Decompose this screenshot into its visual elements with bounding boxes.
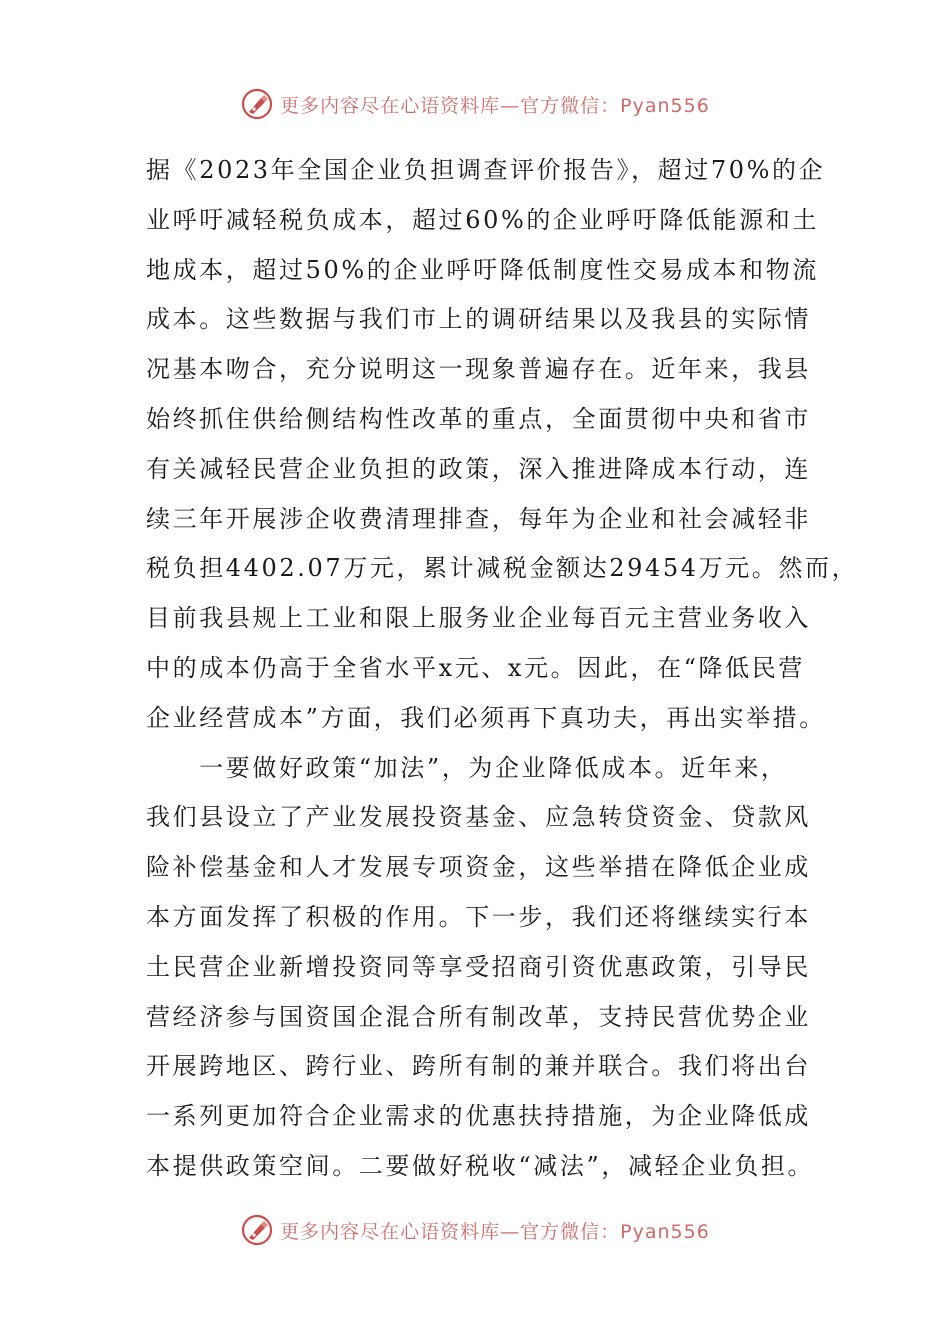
- banner-wechat-id: Pyan556: [620, 94, 710, 117]
- footer-banner: [0, 1210, 950, 1250]
- text-line: 营经济参与国资国企混合所有制改革，支持民营优势企业: [146, 1002, 811, 1031]
- text-line: 企业经营成本”方面，我们必须再下真功夫，再出实举措。: [146, 703, 826, 732]
- banner-wechat-id: Pyan556: [620, 1220, 710, 1243]
- text-line: 中的成本仍高于全省水平x元、x元。因此，在“降低民营: [146, 653, 805, 682]
- text-line: 一要做好政策“加法”，为企业降低成本。近年来，: [146, 753, 788, 782]
- text-line: 续三年开展涉企收费清理排查，每年为企业和社会减轻非: [146, 504, 811, 533]
- banner-promo-text: 更多内容尽在心语资料库—官方微信：: [280, 94, 621, 117]
- text-line: 目前我县规上工业和限上服务业企业每百元主营业务收入: [146, 604, 811, 633]
- text-line: 地成本，超过50%的企业呼吁降低制度性交易成本和物流: [146, 255, 819, 284]
- text-line: 况基本吻合，充分说明这一现象普遍存在。近年来，我县: [146, 355, 811, 384]
- text-line: 成本。这些数据与我们市上的调研结果以及我县的实际情: [146, 305, 811, 334]
- banner-text: [280, 91, 710, 118]
- banner-text: [280, 1217, 710, 1244]
- text-line: 开展跨地区、跨行业、跨所有制的兼并联合。我们将出台: [146, 1052, 811, 1081]
- text-line: 据《2023年全国企业负担调查评价报告》，超过70%的企: [146, 156, 826, 184]
- header-banner: [0, 84, 950, 124]
- text-line: 税负担4402.07万元，累计减税金额达29454万元。然而，: [146, 554, 859, 583]
- text-line: 我们县设立了产业发展投资基金、应急转贷资金、贷款风: [146, 803, 811, 832]
- text-line: 有关减轻民营企业负担的政策，深入推进降成本行动，连: [146, 454, 811, 483]
- text-line: 本提供政策空间。二要做好税收“减法”，减轻企业负担。: [146, 1151, 815, 1180]
- pen-nib-logo-icon: [240, 1213, 274, 1247]
- text-line: 一系列更加符合企业需求的优惠扶持措施，为企业降低成: [146, 1102, 811, 1131]
- text-line: 本方面发挥了积极的作用。下一步，我们还将继续实行本: [146, 902, 811, 931]
- pen-nib-logo-icon: [240, 87, 274, 121]
- text-line: 业呼吁减轻税负成本，超过60%的企业呼吁降低能源和土: [146, 205, 819, 234]
- text-line: 险补偿基金和人才发展专项资金，这些举措在降低企业成: [146, 853, 811, 882]
- document-body: [146, 146, 859, 1192]
- banner-promo-text: 更多内容尽在心语资料库—官方微信：: [280, 1220, 621, 1243]
- text-line: 土民营企业新增投资同等享受招商引资优惠政策，引导民: [146, 952, 811, 981]
- text-line: 始终抓住供给侧结构性改革的重点，全面贯彻中央和省市: [146, 404, 811, 433]
